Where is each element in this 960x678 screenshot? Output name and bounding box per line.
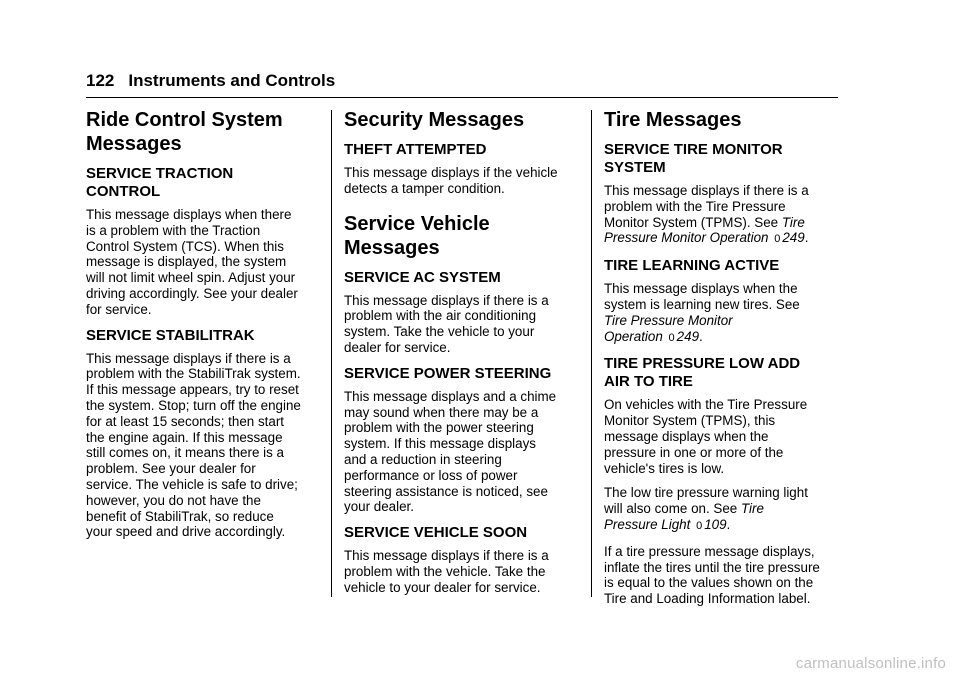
ac-text: This message displays if there is a problem with the air conditioning system. Take the vehicle to your dealer for service. xyxy=(344,292,549,355)
tpms-operation-link[interactable]: Tire xyxy=(781,214,805,230)
page-reference[interactable]: 249 xyxy=(782,230,805,246)
security-title: Security Messages xyxy=(344,109,525,131)
tpms-operation-link[interactable]: Tire Pressure Monitor xyxy=(604,312,733,328)
tire-pressure-light-link[interactable]: Pressure Light xyxy=(604,516,691,532)
page-reference[interactable]: 249 xyxy=(676,328,700,344)
stabilitrak-heading: SERVICE STABILITRAK xyxy=(86,326,255,344)
tpms-operation-link[interactable]: Pressure Monitor Operation xyxy=(604,230,769,246)
service-soon-text: This message displays if there is a problem with the vehicle. Take the vehicle to your dealer for service. xyxy=(344,548,549,595)
steering-heading: SERVICE POWER STEERING xyxy=(344,364,552,382)
column-security-service xyxy=(344,108,580,605)
tire-warning-light-text: The low tire pressure warning light will also come on. See Tire Pressure Light 0 109. xyxy=(604,485,808,532)
column-tire-messages xyxy=(604,108,840,616)
tire-pressure-light-link[interactable]: Tire xyxy=(740,501,764,517)
tire-inflate-text: If a tire pressure message displays, inflate the tires until the tire pressure is equal to the values shown on the Tire and Loading Information label. xyxy=(604,543,820,607)
page-ref-arrow-icon: 0 xyxy=(774,233,781,246)
service-soon-heading: SERVICE VEHICLE SOON xyxy=(344,524,528,542)
traction-text: This message displays when there is a problem with the Traction Control System (TCS). When this message is displayed, the system will not limit wheel spin. Adjust your driving accordingly. See your dealer for service. xyxy=(86,207,298,317)
page-reference[interactable]: 109 xyxy=(704,516,727,532)
page-ref-arrow-icon: 0 xyxy=(696,519,703,532)
column-divider xyxy=(331,110,332,597)
tire-monitor-heading: SERVICE TIRE MONITOR SYSTEM xyxy=(604,141,783,176)
watermark: carmanualsonline.info xyxy=(795,655,946,672)
tire-pressure-low-heading: TIRE PRESSURE LOW ADD AIR TO TIRE xyxy=(604,355,801,391)
ride-control-title: Ride Control System Messages xyxy=(86,109,283,155)
header-rule xyxy=(86,97,838,98)
tire-messages-title: Tire Messages xyxy=(604,109,742,131)
column-divider xyxy=(591,110,592,597)
tire-learning-text: This message displays when the system is learning new tires. See Tire Pressure Monitor Operation 0 249. xyxy=(604,281,800,344)
page-number: 122 xyxy=(86,71,115,90)
tire-pressure-low-text: On vehicles with the Tire Pressure Monitor System (TPMS), this message displays when the pressure in one or more of the vehicle's tires is low. xyxy=(604,397,808,476)
page-ref-arrow-icon: 0 xyxy=(668,331,675,344)
traction-heading: SERVICE TRACTION CONTROL xyxy=(86,165,234,200)
steering-text: This message displays and a chime may sound when there may be a problem with the power steering system. If this message displays and a reduction in steering performance or loss of power steering assistance is noticed, see your dealer. xyxy=(344,388,557,515)
service-vehicle-title: Service Vehicle Messages xyxy=(344,212,490,259)
section-title: Instruments and Controls xyxy=(128,71,336,90)
theft-heading: THEFT ATTEMPTED xyxy=(344,141,487,158)
tire-monitor-text: This message displays if there is a problem with the Tire Pressure Monitor System (TPMS). See Tire Pressure Monitor Operation 0 249. xyxy=(604,183,809,246)
theft-text: This message displays if the vehicle detects a tamper condition. xyxy=(344,165,558,196)
ac-heading: SERVICE AC SYSTEM xyxy=(344,268,501,286)
column-ride-control xyxy=(86,108,320,549)
tpms-operation-link[interactable]: Operation xyxy=(604,328,663,344)
stabilitrak-text: This message displays if there is a problem with the StabiliTrak system. If this message appears, try to reset the system. Stop; turn off the engine for at least 15 seconds; then start the engine again. If this message still comes on, it means there is a problem. See your dealer for service. The vehicle is safe to drive; however, you do not have the benefit of StabiliTrak, so reduce your speed and drive accordingly. xyxy=(86,350,301,540)
tire-learning-heading: TIRE LEARNING ACTIVE xyxy=(604,257,780,275)
page-header xyxy=(86,70,838,92)
